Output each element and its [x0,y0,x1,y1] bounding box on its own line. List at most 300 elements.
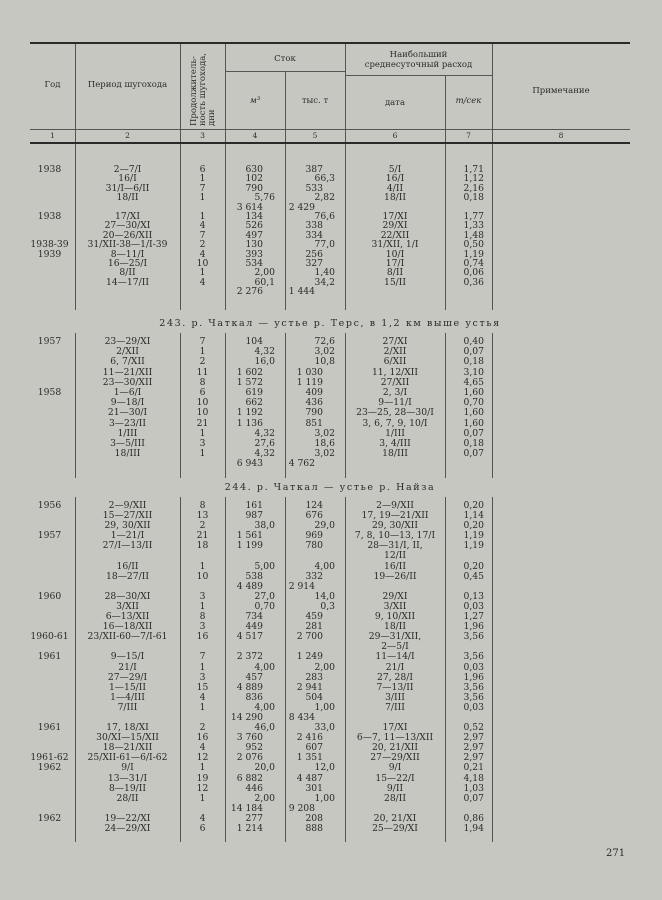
runoff-t-cell: 2,00 [314,661,335,673]
period-cell: 11—21/XII [102,366,153,378]
max-flow-date-cell: 3, 4/III [379,437,411,449]
table-row [30,408,630,418]
duration-days-cell: 1 [199,267,206,279]
runoff-t-cell: 2,82 [314,192,335,204]
max-flow-rate-cell: 3,10 [463,366,484,378]
runoff-t-cell: 851 [305,417,323,429]
max-flow-rate-cell: 0,74 [463,257,484,269]
max-flow-date-cell: 9/II [386,782,404,794]
max-flow-date-cell: 10/I [385,248,405,260]
duration-days-cell: 4 [199,812,206,824]
station-title: 244. р. Чаткал — устье р. Найза [224,482,436,493]
max-flow-date-cell: 11, 12/XII [371,366,419,378]
max-flow-date-cell: 18/III [382,448,408,460]
max-flow-rate-cell: 1,96 [463,621,484,633]
period-cell: 18—21/XII [102,742,153,754]
period-cell: 30/XI—15/XII [96,732,159,744]
period-cell: 1—6/I [113,386,142,398]
year-cell: 1956 [37,500,62,511]
max-flow-date-cell: 17/I [385,257,405,269]
header-year: Год [44,80,61,90]
runoff-t-cell: 18,6 [314,437,335,449]
max-flow-rate-cell: 0,70 [463,397,484,409]
year-cell: 1938-39 [30,239,69,251]
duration-days-cell: 3 [199,671,206,683]
max-flow-date-cell: 16/II [383,560,407,572]
station-section [30,165,630,296]
runoff-m3-cell: 2 372 [236,651,263,663]
period-cell: 3—5/III [110,437,145,449]
max-flow-date-cell: 23—25, 28—30/I [356,407,434,419]
max-flow-date-cell: 1/III [385,427,405,439]
runoff-t-cell: 66,3 [314,173,335,185]
year-cell [30,459,75,469]
station-section [30,337,630,469]
year-cell [30,174,75,183]
header-maxflow-line: среднесуточный расход [364,60,473,70]
duration-days-cell: 7 [199,651,206,663]
period-cell [75,287,180,296]
max-flow-rate-cell: 1,60 [463,386,484,398]
runoff-m3-cell: 60,1 [254,276,275,288]
max-flow-rate-cell: 1,19 [463,540,484,552]
station-section [30,501,630,834]
period-cell: 18/III [114,448,141,460]
runoff-t-cell: 338 [305,220,323,232]
max-flow-date-cell: 29/XI [382,220,408,232]
year-cell [30,368,75,378]
max-flow-rate-cell: 1,19 [463,530,484,542]
max-flow-rate-cell: 0,20 [463,520,484,532]
column-number: 8 [558,131,564,140]
runoff-t-cell: 334 [305,229,323,241]
max-flow-date-cell: 9, 10/XII [374,611,416,623]
period-cell: 9/I [121,762,134,774]
runoff-m3-cell: 4 517 [236,631,263,643]
max-flow-rate-cell: 1,71 [463,164,484,175]
runoff-t-cell: 256 [305,248,323,260]
year-cell: 1962 [37,812,62,824]
table-row [30,541,630,551]
max-flow-date-cell: 25—29/XI [372,823,418,834]
runoff-m3-cell: 2 076 [236,752,263,764]
runoff-t-cell: 969 [305,530,323,542]
max-flow-date-cell: 9/I [388,762,402,774]
maxflow-subrule [345,75,492,76]
max-flow-date-cell: 27/XII [380,376,410,388]
max-flow-date-cell: 21/I [385,661,405,673]
max-flow-rate-cell: 3,56 [463,691,484,703]
runoff-m3-cell: 161 [245,500,263,511]
max-flow-date-cell: 18/II [383,192,407,204]
max-flow-rate-cell: 4,65 [463,376,484,388]
runoff-t-cell: 281 [305,621,323,633]
runoff-m3-cell: 134 [245,210,263,222]
max-flow-rate-cell: 1,19 [463,248,484,260]
runoff-t-cell: 1 030 [296,366,323,378]
max-flow-date-cell: 20, 21/XI [373,812,417,824]
year-cell [30,541,75,551]
max-flow-rate-cell: 1,77 [463,210,484,222]
duration-days-cell: 1 [199,210,206,222]
runoff-m3-cell: 104 [245,336,263,347]
runoff-m3-cell: 4 489 [236,580,263,592]
runoff-m3-cell: 46,0 [254,722,275,734]
header-duration-line: дни [207,109,217,126]
total-row [30,287,630,296]
max-flow-rate-cell: 1,48 [463,229,484,241]
header-duration-line: Продолжитель- [189,56,199,126]
runoff-m3-cell: 20,0 [254,762,275,774]
duration-days-cell: 1 [199,560,206,572]
runoff-t-cell: 780 [305,540,323,552]
table-row [30,278,630,287]
runoff-t-cell: 790 [305,407,323,419]
table-row [30,652,630,662]
runoff-m3-cell: 836 [245,691,263,703]
runoff-t-cell: 533 [305,182,323,194]
period-cell: 1—21/I [110,530,145,542]
year-cell: 1960 [37,590,62,602]
runoff-m3-cell: 662 [245,397,263,409]
runoff-t-cell: 888 [305,823,323,834]
header-maxflow [345,50,492,70]
max-flow-rate-cell: 0,20 [463,560,484,572]
runoff-m3-cell: 1 192 [236,407,263,419]
runoff-t-cell: 459 [305,611,323,623]
duration-days-cell: 4 [199,742,206,754]
period-cell: 1—15/II [108,681,147,693]
runoff-m3-cell: 526 [245,220,263,232]
runoff-m3-cell: 4,32 [254,427,275,439]
max-flow-rate-cell: 0,18 [463,437,484,449]
runoff-m3-cell: 0,70 [254,600,275,612]
duration-days-cell: 12 [196,782,209,794]
period-cell: 8/II [119,267,136,279]
max-flow-rate-cell: 0,45 [463,570,484,582]
period-cell: 18—27/II [106,570,149,582]
runoff-m3-cell: 27,6 [254,437,275,449]
year-cell [30,784,75,794]
runoff-m3-cell: 102 [245,173,263,185]
max-flow-date-cell: 2—9/XII [376,500,414,511]
runoff-m3-cell: 130 [245,239,263,251]
runoff-t-cell: 301 [305,782,323,794]
runoff-t-cell: 1 444 [288,286,315,298]
station-title: 243. р. Чаткал — устье р. Терс, в 1,2 км выше устья [159,318,501,329]
runoff-t-cell: 1 249 [296,651,323,663]
period-cell: 23/XII-60—7/I-61 [87,631,168,643]
period-cell: 9—18/I [110,397,145,409]
year-cell [30,683,75,693]
period-cell: 28—30/XI [104,590,151,602]
duration-days-cell: 1 [199,346,206,358]
period-cell: 1/III [117,427,138,439]
max-flow-rate-cell: 2,97 [463,752,484,764]
period-cell: 6, 7/XII [110,356,145,368]
runoff-t-cell: 1,40 [314,267,335,279]
runoff-m3-cell: 1 136 [236,417,263,429]
year-cell [30,278,75,287]
max-flow-date-cell: 15—22/I [375,772,415,784]
duration-days-cell: 3 [199,621,206,633]
period-cell: 27—29/I [107,671,148,683]
max-flow-date-cell: 28/II [383,792,407,804]
year-cell: 1961 [37,651,62,663]
column-number: 4 [252,131,258,140]
runoff-m3-cell: 4,32 [254,448,275,460]
year-cell [30,439,75,449]
duration-days-cell: 8 [199,500,206,511]
runoff-m3-cell: 277 [245,812,263,824]
runoff-m3-cell: 5,00 [254,560,275,572]
period-cell: 21—30/I [107,407,148,419]
period-cell: 2/XII [116,346,139,358]
runoff-t-cell: 208 [305,812,323,824]
duration-days-cell: 6 [199,164,206,175]
runoff-t-cell: 332 [305,570,323,582]
period-cell: 13—31/I [107,772,148,784]
duration-days-cell: 1 [199,448,206,460]
runoff-t-cell: 2 416 [296,732,323,744]
period-cell: 27/I—13/II [102,540,153,552]
runoff-m3-cell: 5,76 [254,192,275,204]
duration-days-cell: 7 [199,182,206,194]
column-number: 5 [312,131,318,140]
max-flow-rate-cell: 0,50 [463,239,484,251]
period-cell: 18/II [116,192,139,204]
runoff-t-cell: 283 [305,671,323,683]
duration-days-cell: 8 [199,376,206,388]
column-number: 7 [466,131,471,140]
runoff-m3-cell: 2,00 [254,792,275,804]
runoff-t-cell: 504 [305,691,323,703]
max-flow-date-cell: 2, 3/I [382,386,408,398]
max-flow-date-cell: 27—29/XII [370,752,420,764]
year-cell: 1938 [37,210,62,222]
table-row [30,632,630,642]
max-flow-rate-cell: 0,36 [463,276,484,288]
table-row [30,703,630,713]
period-cell: 23—29/XI [104,336,151,347]
duration-days-cell: 8 [199,611,206,623]
runoff-m3-cell: 619 [245,386,263,398]
runoff-t-cell: 34,2 [314,276,335,288]
runoff-m3-cell: 987 [245,510,263,522]
max-flow-rate-cell: 1,27 [463,611,484,623]
runoff-m3-cell: 4,00 [254,661,275,673]
year-cell [30,449,75,459]
runoff-m3-cell: 449 [245,621,263,633]
max-flow-date-cell: 3/XII [383,600,407,612]
period-cell: 8—11/I [110,248,145,260]
max-flow-date-cell: 5/I [388,164,402,175]
runoff-m3-cell: 790 [245,182,263,194]
period-cell: 2—9/XII [108,500,147,511]
duration-days-cell: 4 [199,276,206,288]
max-flow-rate-cell: 0,20 [463,500,484,511]
max-flow-date-cell: 27/XI [382,336,408,347]
max-flow-date-cell: 11—14/I [375,651,415,663]
period-cell: 17/XI [115,210,140,222]
max-flow-date-cell [345,287,445,296]
year-cell [30,693,75,703]
duration-days-cell: 13 [196,510,209,522]
max-flow-rate-cell: 0,07 [463,792,484,804]
max-flow-date-cell: 7, 8, 10—13, 17/I [354,530,436,542]
runoff-t-cell: 2 700 [296,631,323,643]
year-cell: 1962 [37,762,62,774]
year-cell [30,259,75,268]
runoff-m3-cell: 2,00 [254,267,275,279]
max-flow-date-cell: 2/XII [383,346,407,358]
duration-days-cell: 1 [199,600,206,612]
max-flow-date-cell: 29, 30/XII [371,520,419,532]
duration-days-cell: 7 [199,229,206,241]
period-cell: 23—30/XII [102,376,153,388]
runoff-m3-cell: 497 [245,229,263,241]
max-flow-date-cell: 29/XI [382,590,408,602]
header-note: Примечание [532,86,590,96]
period-cell: 17, 18/XI [106,722,149,734]
duration-days-cell: 4 [199,248,206,260]
year-cell: 1960-61 [30,631,69,643]
duration-days-cell: 10 [196,407,209,419]
max-flow-rate-cell: 1,12 [463,173,484,185]
table-top-rule [30,42,630,44]
period-cell [75,459,180,469]
duration-days-cell: 12 [196,752,209,764]
year-cell [30,612,75,622]
max-flow-rate-cell: 0,86 [463,812,484,824]
year-cell [30,562,75,572]
runoff-m3-cell: 3 614 [236,201,263,213]
year-cell [30,184,75,193]
max-flow-date-cell: 17/XI [382,722,408,734]
max-flow-rate-cell: 0,06 [463,267,484,279]
max-flow-rate-cell: 3,56 [463,651,484,663]
year-cell [30,221,75,230]
period-cell: 25/XII-61—6/I-62 [87,752,168,764]
max-flow-date-cell: 15/II [383,276,407,288]
period-cell: 9—15/I [110,651,145,663]
period-cell: 29, 30/XII [104,520,151,532]
header-runoff-t: тыс. т [301,96,329,106]
duration-days-cell [180,459,225,469]
max-flow-rate-cell: 0,03 [463,600,484,612]
max-flow-date-cell: 4/II [386,182,404,194]
runoff-t-cell: 8 434 [288,711,315,723]
header-maxflow-line: Наибольший [389,50,448,60]
runoff-t-cell: 0,3 [320,600,335,612]
runoff-t-cell: 3,02 [314,448,335,460]
year-cell [30,357,75,367]
runoff-t-cell: 676 [305,510,323,522]
max-flow-date-cell [345,459,445,469]
header-maxflow-rate: т/сек [455,96,482,106]
period-cell: 6—13/XII [105,611,150,623]
table-row [30,824,630,834]
max-flow-rate-cell: 1,03 [463,782,484,794]
header-maxflow-date: дата [384,98,406,108]
max-flow-date-cell: 3, 6, 7, 9, 10/I [362,417,428,429]
max-flow-rate-cell: 2,97 [463,742,484,754]
duration-days-cell: 1 [199,427,206,439]
max-flow-date-cell: 29—31/XII, [368,631,422,643]
runoff-m3-cell: 2 276 [236,286,263,298]
runoff-m3-cell: 952 [245,742,263,754]
duration-days-cell: 18 [196,540,209,552]
runoff-t-cell: 1,00 [314,701,335,713]
runoff-m3-cell: 534 [245,257,263,269]
max-flow-rate-cell: 3,56 [463,681,484,693]
max-flow-date-cell: 27, 28/I [377,671,413,683]
year-cell [30,794,75,804]
runoff-t-cell: 409 [305,386,323,398]
max-flow-rate-cell: 2,16 [463,182,484,194]
period-cell: 16—18/XII [102,621,153,633]
max-flow-date-cell: 8/II [386,267,404,279]
max-flow-rate-cell: 0,03 [463,661,484,673]
table-row [30,572,630,582]
period-cell: 8—19/II [108,782,147,794]
total-row [30,459,630,469]
column-number: 1 [50,131,55,140]
max-flow-date-cell: 6/XII [383,356,407,368]
year-cell [30,193,75,202]
year-cell: 1958 [37,386,62,398]
duration-days-cell: 21 [196,417,209,429]
max-flow-date-cell: 2—5/I [381,641,409,653]
duration-days-cell: 1 [199,192,206,204]
column-number: 6 [392,131,398,140]
period-cell: 14—17/II [106,276,149,288]
runoff-t-cell: 4 487 [296,772,323,784]
header-runoff-m3: м³ [249,96,261,106]
duration-days-cell: 4 [199,220,206,232]
max-flow-rate-cell: 0,18 [463,356,484,368]
max-flow-date-cell: 12/II [383,550,407,562]
max-flow-date-cell: 9—11/I [378,397,412,409]
year-cell: 1961 [37,722,62,734]
runoff-t-cell: 3,02 [314,427,335,439]
year-cell [30,663,75,673]
runoff-t-cell: 2 941 [296,681,323,693]
year-cell [30,398,75,408]
period-cell: 24—29/XI [104,823,151,834]
year-cell [30,733,75,743]
header-duration-line: ность шугохода, [198,53,208,126]
runoff-t-cell: 2 914 [288,580,315,592]
runoff-t-cell: 72,6 [314,336,335,347]
runoff-m3-cell: 38,0 [254,520,275,532]
max-flow-date-cell: 28—31/I, II, [367,540,423,552]
header-col-divider [180,44,181,142]
year-cell [30,673,75,683]
max-flow-rate-cell: 1,60 [463,417,484,429]
year-cell [30,602,75,612]
runoff-m3-cell: 27,0 [254,590,275,602]
max-flow-rate-cell: 0,07 [463,346,484,358]
runoff-m3-cell: 14 290 [230,711,263,723]
runoff-t-cell: 4 762 [288,458,315,470]
runoff-t-cell: 9 208 [288,802,315,814]
runoff-m3-cell: 3 760 [236,732,263,744]
year-cell [30,551,75,561]
max-flow-date-cell: 17/XI [382,210,408,222]
period-cell: 7/III [117,701,138,713]
duration-days-cell [180,287,225,296]
